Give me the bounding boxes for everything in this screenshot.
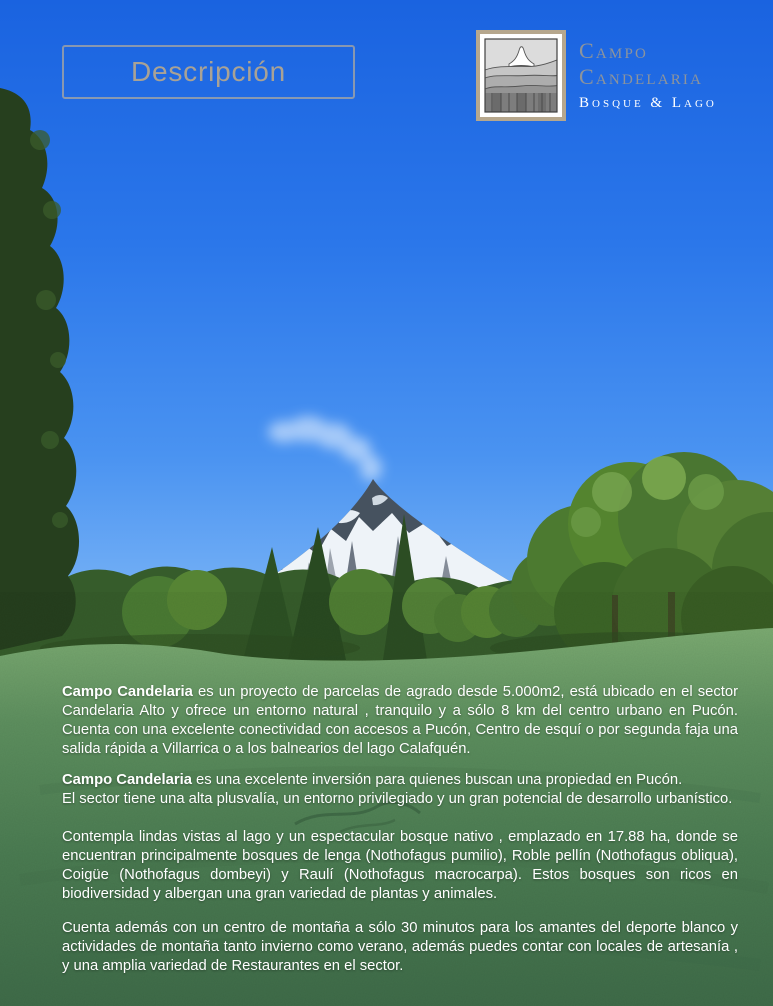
paragraph-sector: El sector tiene una alta plusvalía, un entorno privilegiado y un gran potencial de desarrollo urbanístico. [62,791,733,807]
paragraph-project: Campo Candelaria es un proyecto de parcelas de agrado desde 5.000m2, está ubicado en el sector Candelaria Alto y ofrece un entorno natural , tranquilo y a sólo 8 km del centro urbano en Pucón. Cuenta con una excelente conectividad con accesos a Pucón, Centro de esquí o por segunda faja una salida rápida a Villarrica o a los balnearios del lago Calafquén. [62,684,738,757]
brand-name-line2: Candelaria [579,64,704,89]
description-button-label: Descripción [130,56,287,87]
paragraph-lead: Campo Candelaria [62,684,193,700]
paragraph-investment: Campo Candelaria es una excelente inversión para quienes buscan una propiedad en Pucón. [62,772,683,788]
description-text-block [62,683,738,976]
paragraph-forest: Contempla lindas vistas al lago y un espectacular bosque nativo , emplazado en 17.88 ha, donde se encuentran principalmente bosques de lenga (Nothofagus pumilio), Roble pellín (Nothofagus obliqua), Coigüe (Nothofagus dombeyi) y Raulí (Nothofagus macrocarpa). Estos bosques son ricos en biodiversidad y albergan una gran variedad de plantas y animales. [62,829,738,902]
brand-logo [476,30,717,121]
brand-wordmark [579,30,717,121]
logo-mountain-icon [476,30,566,121]
paragraph-lead: Campo Candelaria [62,772,192,788]
description-button[interactable] [62,45,355,99]
brand-tagline: Bosque & Lago [579,95,717,111]
paragraph-mountain-center: Cuenta además con un centro de montaña a sólo 30 minutos para los amantes del deporte blanco y actividades de montaña tanto invierno como verano, además puedes contar con locales de artesanía , y una amplia variedad de Restaurantes en el sector. [62,920,738,974]
brand-name-line1: Campo [579,38,649,63]
